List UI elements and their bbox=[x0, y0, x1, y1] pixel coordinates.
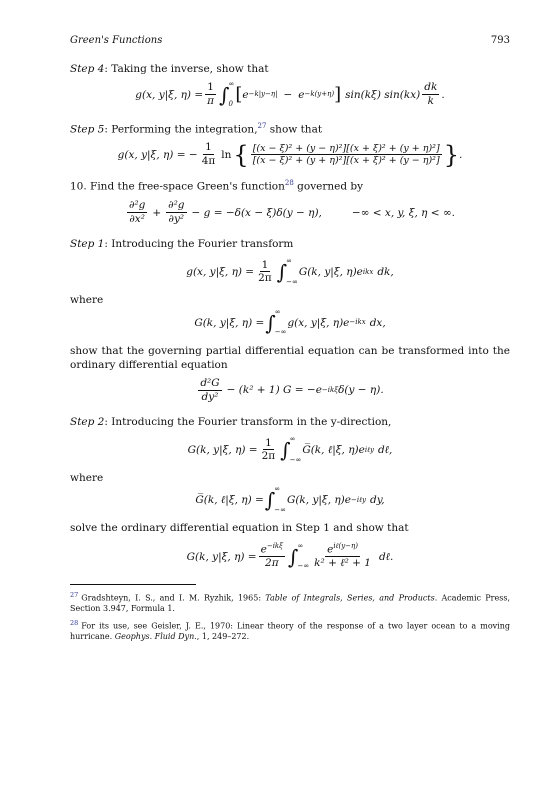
equation-fourier-y-inverse: G̅(k, ℓ|ξ, η) = ∫ ∞ −∞ G(k, y|ξ, η)e −iℓy dy, bbox=[195, 485, 385, 515]
exp-term-1: e bbox=[242, 88, 249, 101]
where-2: where bbox=[70, 472, 104, 485]
step4-text bbox=[70, 62, 510, 76]
equation-step4: g(x, y|ξ, η) = $\frac{1}{\pi}$ ∫ ∞ 0 [ e −k|y−η| − e −k(y+η) ] sin(kξ) sin(kx) $\frac{dk}{k}$ . bbox=[135, 79, 445, 109]
integral-sign: ∫ ∞ 0 bbox=[219, 79, 235, 109]
integral-sign: ∫ ∞ −∞ bbox=[288, 541, 310, 571]
equation-fourier-x: g(x, y|ξ, η) = $\frac{1}{2\pi}$ ∫ ∞ −∞ G(k, y|ξ, η)e ikx dk, bbox=[186, 257, 394, 287]
equation-fourier-y: G(k, y|ξ, η) = $\frac{1}{2\pi}$ ∫ ∞ −∞ G̅(k, ℓ|ξ, η)e iℓy dℓ, bbox=[187, 435, 393, 464]
step2-text: Step 2: Introducing the Fourier transform in the y-direction, bbox=[70, 416, 392, 429]
equation-problem10: $\frac{\text{∂²g}}{\text{∂x²}}$ + $\frac{\text{∂²g}}{\text{∂y²}}$ − g = −δ(x − ξ)δ(y − η), −∞ < x, y, ξ, η < ∞. bbox=[128, 199, 456, 225]
running-title: Green's Functions bbox=[70, 35, 163, 46]
integral-sign: ∫ ∞ −∞ bbox=[264, 485, 286, 515]
step4-label: Step 4 bbox=[70, 62, 105, 75]
step5-text: Step 5: Performing the integration,$^{27}$ show that bbox=[70, 121, 323, 136]
footnote-ref-28[interactable]: 28 bbox=[284, 179, 294, 188]
integral-sign: ∫ ∞ −∞ bbox=[265, 307, 287, 337]
partial-x: $\frac{\text{∂²g}}{\text{∂x²}}$ bbox=[128, 199, 146, 225]
partial-y: $\frac{\text{∂²g}}{\text{∂y²}}$ bbox=[168, 199, 185, 225]
where-1: where bbox=[70, 294, 104, 307]
footnote-rule bbox=[70, 584, 196, 585]
sine-terms: sin(kξ) sin(kx) bbox=[345, 88, 421, 101]
dk-fraction: $\frac{dk}{k}$ bbox=[424, 81, 438, 107]
step4-body: : Taking the inverse, show that bbox=[104, 62, 269, 75]
equation-step5: g(x, y|ξ, η) = − $\frac{1}{4\pi}$ ln { $\frac{\text{[(x − ξ)² + (y − η)²][(x + ξ)² + (y + η)²]}}{\text{[(x − ξ)² + (y + η)²][(x + ξ)² + (y − η)²]}}$ } . bbox=[117, 140, 463, 169]
footnote-28: $^{28}$ For its use, see Geisler, J. E., 1970: Linear theory of the response of a two layer ocean to a moving hurricane. Geophys. Fluid Dyn., 1, 249–272. bbox=[70, 618, 510, 642]
step1-label: Step 1 bbox=[70, 238, 105, 251]
step1-text2: show that the governing partial differential equation can be transformed into the ordinary differential equation bbox=[70, 344, 510, 371]
step2-label: Step 2 bbox=[70, 416, 105, 429]
domain: −∞ < x, y, ξ, η < ∞. bbox=[351, 206, 456, 219]
page-number: 793 bbox=[490, 35, 510, 46]
eq-lhs: g(x, y|ξ, η) = − bbox=[117, 148, 198, 161]
exp-term-2: e bbox=[298, 88, 305, 101]
equation-fourier-x-inverse: G(k, y|ξ, η) = ∫ ∞ −∞ g(x, y|ξ, η)e −ikx dx, bbox=[194, 307, 386, 337]
equation-solution: G(k, y|ξ, η) = $\frac{e^{-ik\xi}}{2\pi}$ ∫ ∞ −∞ $\frac{e^{i\ell(y-\eta)}}{\text{k² + ℓ² + 1}}$ dℓ. bbox=[186, 541, 394, 571]
equation-ode: $\frac{\text{d²G}}{\text{dy²}}$ − (k² + 1) G = −e −ikξ δ(y − η). bbox=[200, 376, 384, 403]
footnote-ref-27[interactable]: 27 bbox=[257, 121, 267, 130]
log-argument: $\frac{\text{[(x − ξ)² + (y − η)²][(x + ξ)² + (y + η)²]}}{\text{[(x − ξ)² + (y + η)²][(x + ξ)² + (y − η)²]}}$ bbox=[252, 142, 440, 166]
integral-sign: ∫ ∞ −∞ bbox=[276, 257, 298, 287]
page bbox=[70, 34, 510, 647]
step5-label: Step 5 bbox=[70, 123, 105, 136]
problem-number: 10. bbox=[70, 180, 87, 193]
fraction: $\frac{1}{4\pi}$ bbox=[201, 141, 216, 167]
eq-lhs: g(x, y|ξ, η) = bbox=[135, 88, 204, 101]
footnote-27: $^{27}$ Gradshteyn, I. S., and I. M. Ryzhik, 1965: Table of Integrals, Series, and Products. Academic Press, Section 3.947, Formula 1. bbox=[70, 590, 510, 614]
problem10-text: 10. Find the free-space Green's function$^{28}$ governed by bbox=[70, 179, 364, 193]
step2-text2: solve the ordinary differential equation in Step 1 and show that bbox=[70, 522, 409, 535]
step1-text: Step 1: Introducing the Fourier transform bbox=[70, 238, 294, 251]
integral-sign: ∫ ∞ −∞ bbox=[280, 435, 302, 464]
running-header bbox=[70, 34, 510, 48]
fraction: $\frac{1}{\pi}$ bbox=[207, 81, 215, 107]
